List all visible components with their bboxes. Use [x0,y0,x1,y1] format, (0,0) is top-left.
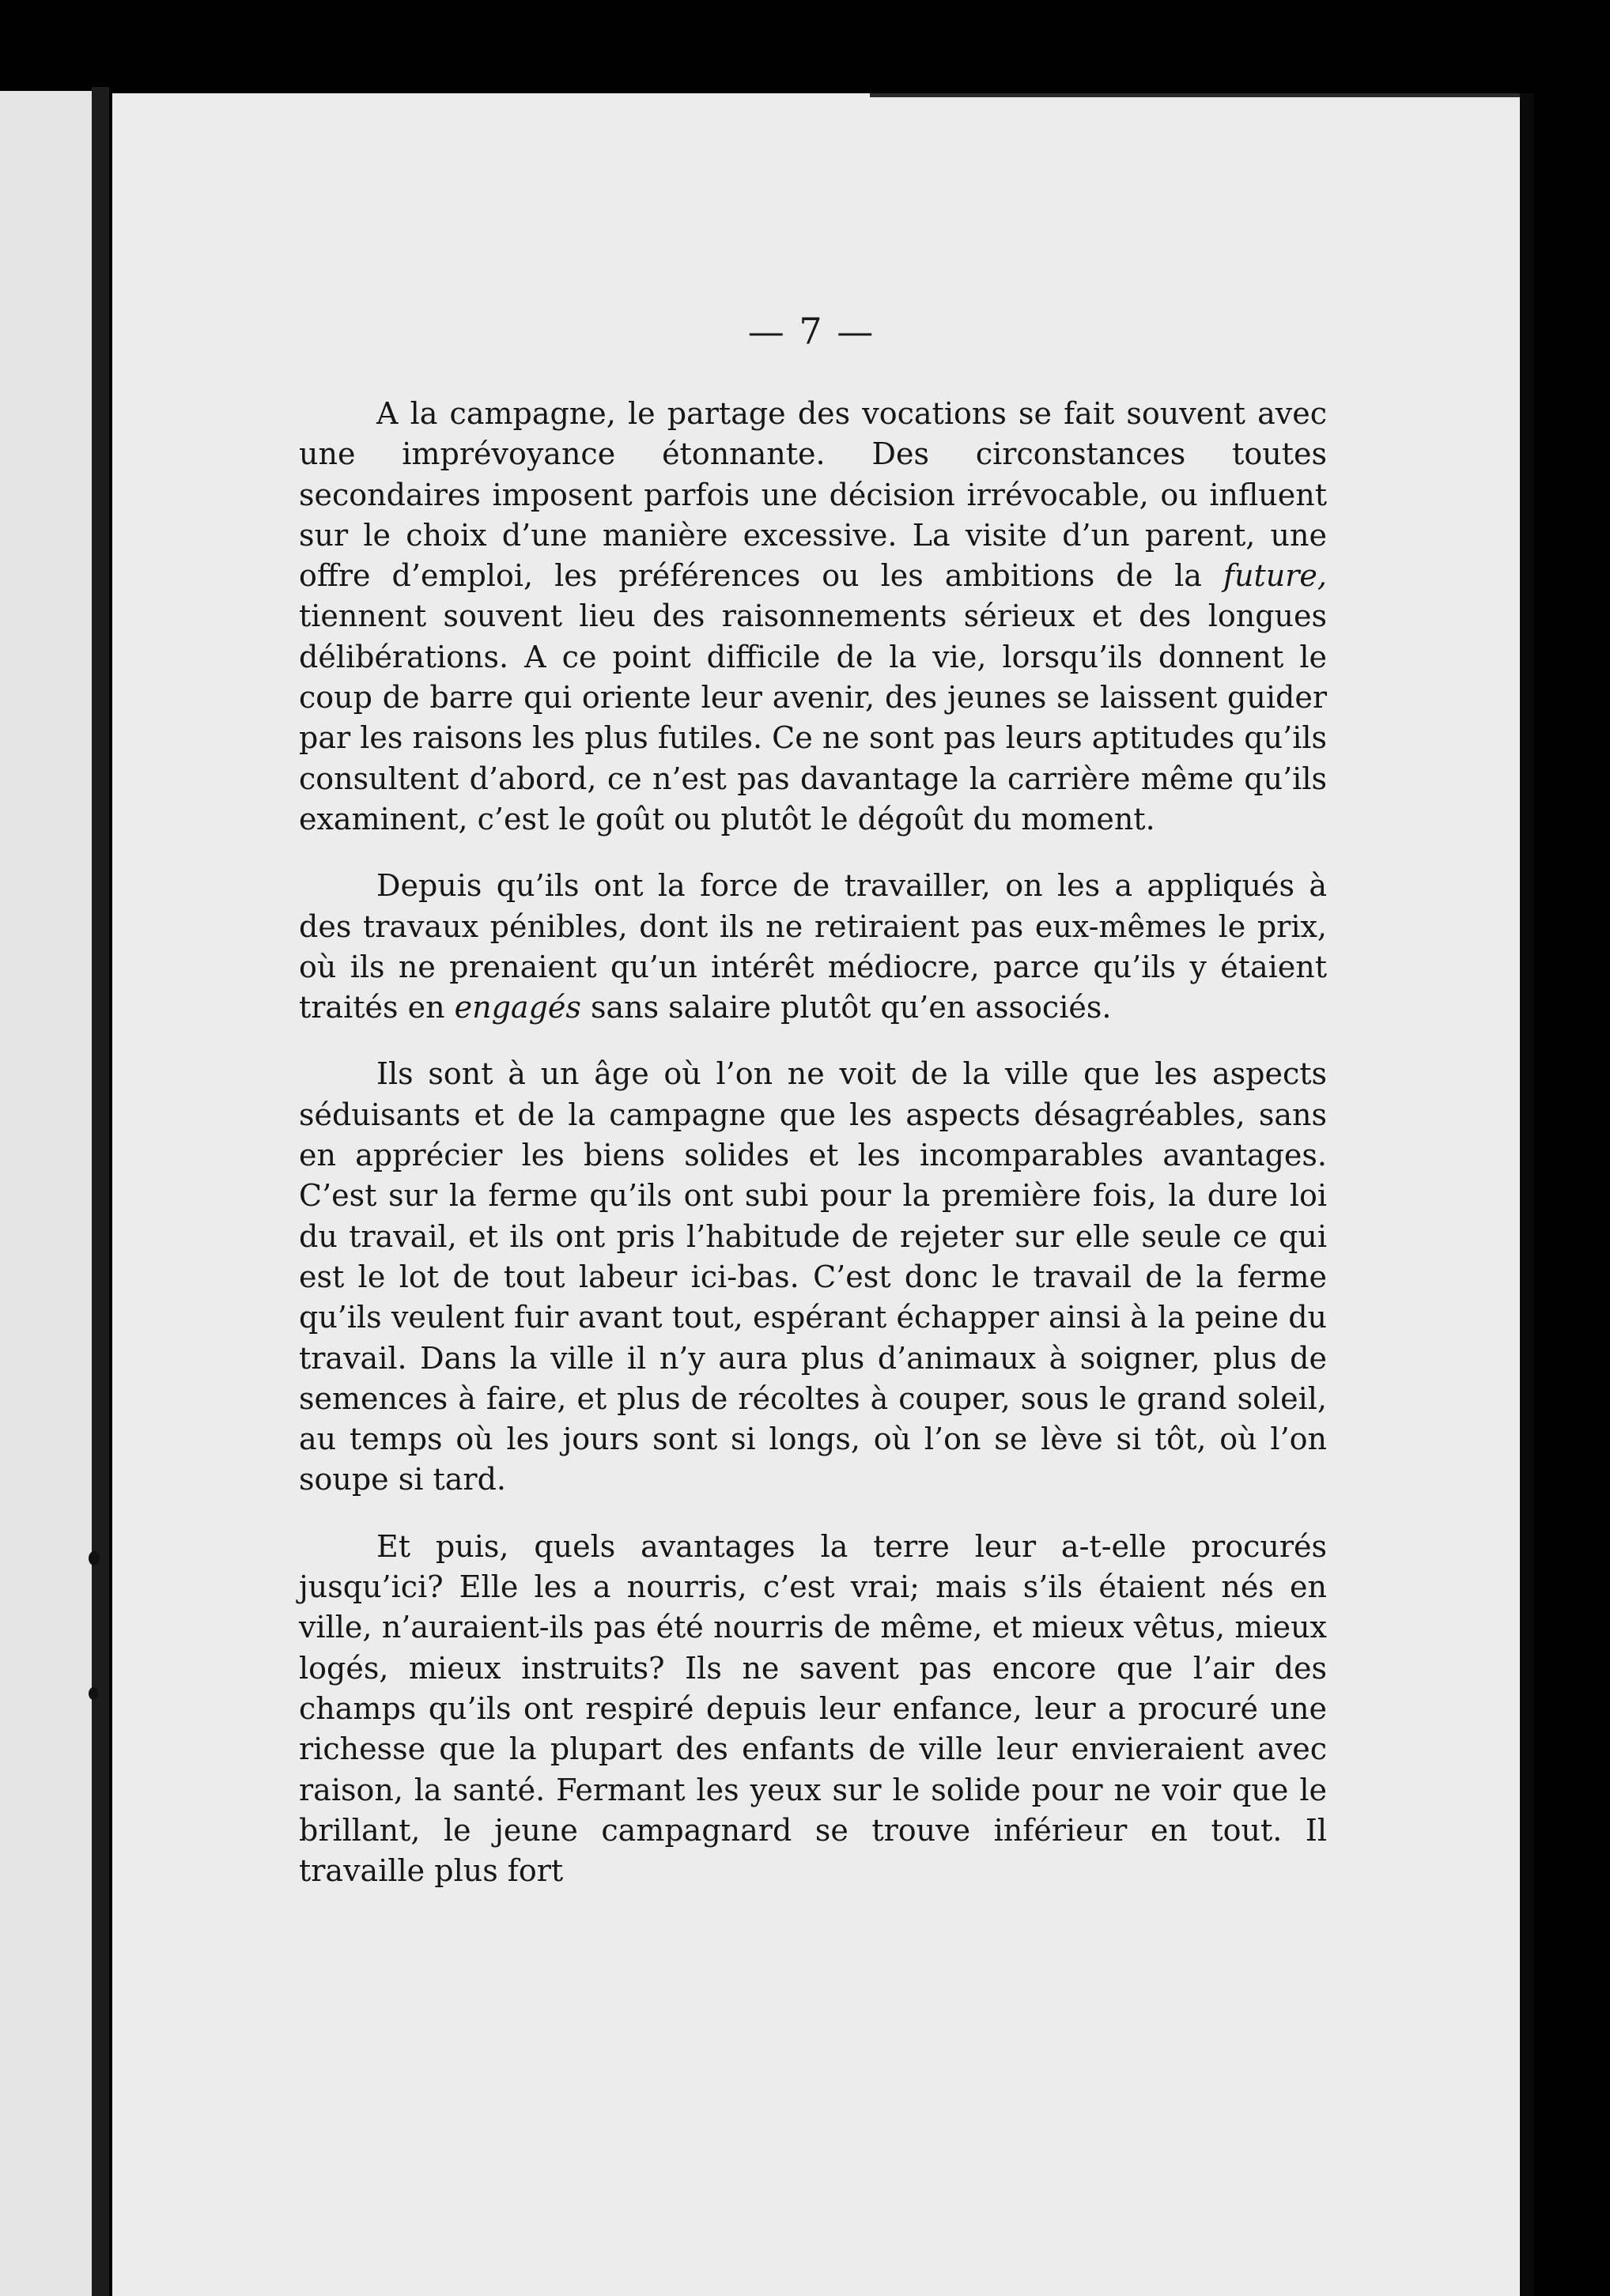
page-top-edge [870,93,1526,97]
paragraph-1-text-a: A la campagne, le partage des vocations se fait souvent avec une imprévoyance étonnante. Des circonstances toutes secondaires imposent parfois une décision irrévocable, ou influent sur le choix d’une manière excessive. La visite d’un parent, une offre d’emploi, les préférences ou les ambitions de la [299,396,1327,594]
margin-mark [89,1687,98,1700]
paragraph-1-text-b: tiennent souvent lieu des raisonnements sérieux et des longues délibérations. A ce point difficile de la vie, lorsqu’ils donnent le coup de barre qui oriente leur avenir, des jeunes se laissent guider par les raisons les plus futiles. Ce ne sont pas leurs aptitudes qu’ils consultent d’abord, ce n’est pas davantage la carrière même qu’ils examinent, c’est le goût ou plutôt le dégoût du moment. [299,599,1327,836]
page-number: — 7 — [747,310,875,353]
paragraph-1-italic: future, [1223,558,1327,594]
paragraph-2-text-a: Depuis qu’ils ont la force de travailler, on les a appliqués à des travaux pénibles, dont ils ne retiraient pas eux-mêmes le prix, où ils ne prenaient qu’un intérêt médiocre, parce qu’ils y étaient traités en [299,868,1327,1025]
paragraph-3-text: Ils sont à un âge où l’on ne voit de la ville que les aspects séduisants et de la campagne que les aspects désagréables, sans en apprécier les biens solides et les incomparables avantages. C’est sur la ferme qu’ils ont subi pour la première fois, la dure loi du travail, et ils ont pris l’habitude de rejeter sur elle seule ce qui est le lot de tout labeur ici-bas. C’est donc le travail de la ferme qu’ils veulent fuir avant tout, espérant échapper ainsi à la peine du travail. Dans la ville il n’y aura plus d’animaux à soigner, plus de semences à faire, et plus de récoltes à couper, sous le grand soleil, au temps où les jours sont si longs, où l’on se lève si tôt, où l’on soupe si tard. [299,1056,1327,1497]
margin-mark [89,1551,100,1565]
paragraph-4-text: Et puis, quels avantages la terre leur a-t-elle procurés jusqu’ici? Elle les a nourris, c’est vrai; mais s’ils étaient nés en ville, n’auraient-ils pas été nourris de même, et mieux vêtus, mieux logés, mieux instruits? Ils ne savent pas encore que l’air des champs qu’ils ont respiré depuis leur enfance, leur a procuré une richesse que la plupart des enfants de ville leur envieraient avec raison, la santé. Fermant les yeux sur le solide pour ne voir que le brillant, le jeune campagnard se trouve inférieur en tout. Il travaille plus fort [299,1528,1327,1889]
right-page-edge [1520,93,1534,2296]
left-page-edge [0,91,104,2296]
paragraph-4 [299,1527,1327,1892]
paragraph-2-italic: engagés [454,990,581,1025]
paragraph-3 [299,1054,1327,1500]
paragraph-2-text-b: sans salaire plutôt qu’en associés. [580,990,1112,1025]
paragraph-2 [299,866,1327,1028]
gutter-shadow [92,87,109,2296]
page-body [299,394,1327,1891]
paragraph-1 [299,394,1327,840]
